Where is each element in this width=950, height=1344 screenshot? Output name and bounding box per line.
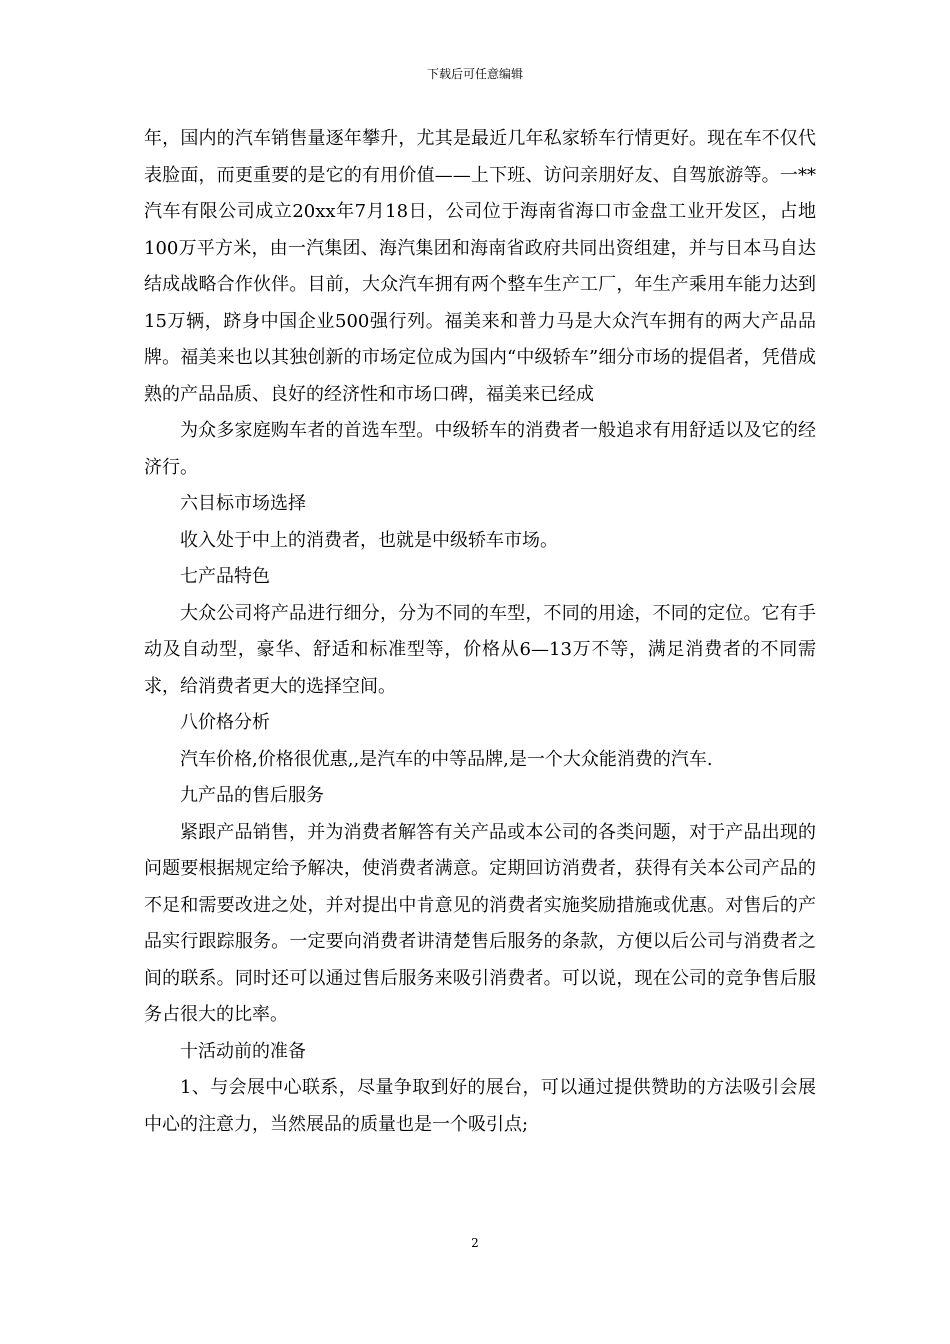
paragraph-preparation-item-1: 1、与会展中心联系，尽量争取到好的展台，可以通过提供赞助的方法吸引会展中心的注意力，当然展品的质量也是一个吸引点;: [144, 1077, 816, 1135]
paragraph-product-features: 大众公司将产品进行细分，分为不同的车型，不同的用途，不同的定位。它有手动及自动型，豪华、舒适和标准型等，价格从6—13万不等，满足消费者的不同需求，给消费者更大的选择空间。: [144, 602, 816, 697]
heading-preparation: 十活动前的准备: [180, 1040, 306, 1062]
paragraph-company-intro: 年，国内的汽车销售量逐年攀升，尤其是最近几年私家轿车行情更好。现在车不仅代表脸面，而更重要的是它的有用价值——上下班、访问亲朋好友、自驾旅游等。一**汽车有限公司成立20xx年7月18日，公司位于海南省海口市金盘工业开发区，占地100万平方米，由一汽集团、海汽集团和海南省政府共同出资组建，并与日本马自达结成战略合作伙伴。目前，大众汽车拥有两个整车生产工厂，年生产乘用车能力达到15万辆，跻身中国企业500强行列。福美来和普力马是大众汽车拥有的两大产品品牌。福美来也以其独创新的市场定位成为国内“中级轿车”细分市场的提倡者，凭借成熟的产品品质、良好的经济性和市场口碑，福美来已经成: [144, 128, 816, 405]
paragraph-target-market: 收入处于中上的消费者，也就是中级轿车市场。: [180, 529, 558, 551]
heading-target-market: 六目标市场选择: [180, 493, 306, 514]
paragraph-after-sales: 紧跟产品销售，并为消费者解答有关产品或本公司的各类问题，对于产品出现的问题要根据规定给予解决，使消费者满意。定期回访消费者，获得有关本公司产品的不足和需要改进之处，并对提出中肯意见的消费者实施奖励措施或优惠。对售后的产品实行跟踪服务。一定要向消费者讲清楚售后服务的条款，方便以后公司与消费者之间的联系。同时还可以通过售后服务来吸引消费者。可以说，现在公司的竞争售后服务占很大的比率。: [144, 821, 816, 1025]
page-number: 2: [471, 1236, 479, 1250]
heading-price-analysis: 八价格分析: [180, 712, 270, 733]
heading-after-sales: 九产品的售后服务: [180, 785, 324, 806]
heading-product-features: 七产品特色: [180, 566, 270, 587]
page-header: 下载后可任意编辑: [426, 67, 523, 81]
paragraph-price-analysis: 汽车价格,价格很优惠,,是汽车的中等品牌,是一个大众能消费的汽车.: [180, 748, 713, 770]
document-body: [144, 121, 816, 1143]
paragraph-popular-model: 为众多家庭购车者的首选车型。中级轿车的消费者一般追求有用舒适以及它的经济行。: [144, 420, 816, 478]
